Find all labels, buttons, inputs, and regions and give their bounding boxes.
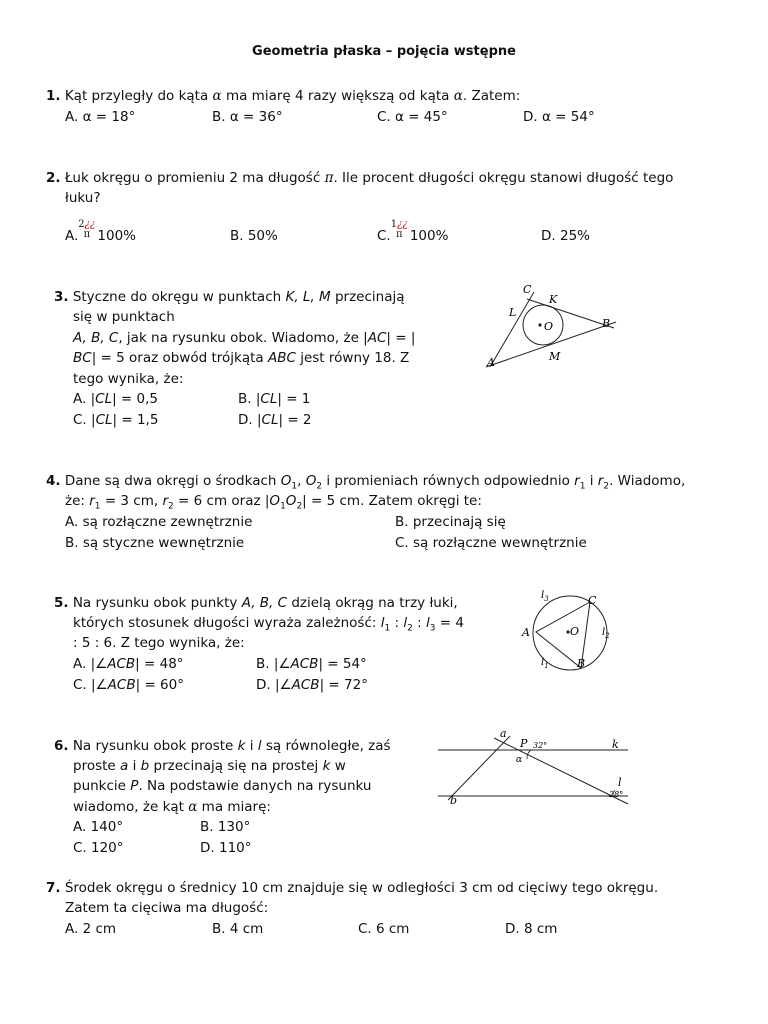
answer-option[interactable]: A. 140° — [73, 819, 124, 835]
label-B: B — [602, 317, 611, 330]
answer-option[interactable]: B. przecinają się — [395, 514, 506, 530]
question-number: 6. — [54, 738, 69, 754]
parallel-lines-figure — [436, 728, 632, 812]
question-text: : 5 : 6. Z tego wynika, że: — [73, 635, 245, 651]
question-text: A, B, C, jak na rysunku obok. Wiadomo, że |AC| = | — [73, 330, 416, 346]
fraction: 1¿¿ π — [390, 219, 408, 240]
answer-option[interactable]: B. α = 36° — [212, 109, 283, 125]
label-l: l — [618, 776, 622, 789]
answer-option[interactable]: D. α = 54° — [523, 109, 595, 125]
question-text: których stosunek długości wyraża zależność: $l_1$ : $l_2$ : $l_3 = 4$ — [73, 615, 464, 634]
question-3: 3. Styczne do okręgu w punktach K, L, M przecinają — [54, 289, 405, 305]
label-K: K — [549, 293, 558, 306]
answer-option[interactable]: A. |∠ACB| = 48° — [73, 656, 184, 672]
question-text: BC| = 5 oraz obwód trójkąta ABC jest równy 18. Z — [73, 350, 410, 366]
answer-option[interactable]: D. 25% — [541, 228, 590, 244]
label-k: k — [612, 738, 619, 751]
answer-option[interactable]: D. 8 cm — [505, 921, 558, 937]
angle-32: 32° — [533, 741, 548, 750]
inscribed-triangle-figure — [510, 585, 620, 677]
answer-option[interactable]: B. |CL| = 1 — [238, 391, 311, 407]
answer-option[interactable]: A.2¿¿ π 100% — [65, 219, 137, 244]
label-alpha: α — [516, 755, 523, 765]
question-2: 2. Łuk okręgu o promieniu 2 ma długość π. Ile procent długości okręgu stanowi długość tego — [46, 170, 674, 186]
answer-option[interactable]: B. 50% — [230, 228, 278, 244]
label-C: C — [523, 283, 532, 296]
answer-option[interactable]: B. 130° — [200, 819, 251, 835]
question-5: 5. Na rysunku obok punkty A, B, C dzielą okrąg na trzy łuki, — [54, 595, 458, 611]
page-title: Geometria płaska – pojęcia wstępne — [252, 44, 516, 59]
answer-option[interactable]: C. 120° — [73, 840, 124, 856]
question-number: 7. — [46, 880, 61, 896]
label-L: L — [509, 306, 517, 319]
question-number: 3. — [54, 289, 69, 305]
label-l2: $l_2$ — [602, 627, 610, 640]
answer-option[interactable]: A. są rozłączne zewnętrznie — [65, 514, 253, 530]
label-C: C — [588, 594, 597, 607]
answer-option[interactable]: A. 2 cm — [65, 921, 117, 937]
question-number: 4. — [46, 473, 61, 489]
label-A: A — [522, 626, 530, 639]
angle-28: 28° — [609, 790, 624, 799]
answer-option[interactable]: B. 4 cm — [212, 921, 264, 937]
label-b: b — [450, 794, 458, 807]
question-number: 2. — [46, 170, 61, 186]
question-text: łuku? — [65, 190, 101, 206]
label-A: A — [487, 356, 495, 369]
question-6: 6. Na rysunku obok proste k i l są równoległe, zaś — [54, 738, 391, 754]
question-text: tego wynika, że: — [73, 371, 184, 387]
answer-option[interactable]: C. 6 cm — [358, 921, 410, 937]
answer-option[interactable]: A. |CL| = 0,5 — [73, 391, 159, 407]
label-O: O — [544, 320, 554, 333]
answer-option[interactable]: D. |∠ACB| = 72° — [256, 677, 368, 693]
answer-option[interactable]: D. |CL| = 2 — [238, 412, 312, 428]
question-text: punkcie P. Na podstawie danych na rysunku — [73, 778, 372, 794]
label-l3: $l_3$ — [541, 590, 549, 603]
answer-option[interactable]: C. |CL| = 1,5 — [73, 412, 159, 428]
question-text: że: $r_1 = 3$ cm, $r_2 = 6$ cm oraz $|O_1O_2| = 5$ cm. Zatem okręgi te: — [65, 493, 482, 512]
answer-option[interactable]: B. |∠ACB| = 54° — [256, 656, 367, 672]
tangent-triangle-figure — [478, 280, 628, 372]
question-number: 5. — [54, 595, 69, 611]
answer-option[interactable]: D. 110° — [200, 840, 252, 856]
question-text: Zatem ta cięciwa ma długość: — [65, 900, 269, 916]
answer-option[interactable]: C. są rozłączne wewnętrznie — [395, 535, 587, 551]
question-7: 7. Środek okręgu o średnicy 10 cm znajduje się w odległości 3 cm od cięciwy tego okręgu. — [46, 880, 659, 896]
question-number: 1. — [46, 88, 61, 104]
question-4: 4. Dane są dwa okręgi o środkach $O_1$, $O_2$ i promieniach równych odpowiednio $r_1$ i $r_2$. Wiadomo, — [46, 473, 686, 492]
label-O: O — [570, 625, 580, 638]
label-l1: $l_1$ — [541, 657, 549, 670]
fraction: 2¿¿ π — [78, 219, 96, 240]
label-M: M — [549, 350, 561, 363]
label-P: P — [520, 737, 528, 750]
label-a: a — [500, 728, 507, 740]
answer-option[interactable]: C.1¿¿ π 100% — [377, 219, 449, 244]
question-1: 1. Kąt przyległy do kąta α ma miarę 4 razy większą od kąta α. Zatem: — [46, 88, 521, 104]
answer-option[interactable]: C. |∠ACB| = 60° — [73, 677, 184, 693]
question-text: się w punktach — [73, 309, 175, 325]
label-B: B — [577, 657, 586, 670]
answer-option[interactable]: A. α = 18° — [65, 109, 136, 125]
question-text: proste a i b przecinają się na prostej k w — [73, 758, 346, 774]
answer-option[interactable]: C. α = 45° — [377, 109, 448, 125]
answer-option[interactable]: B. są styczne wewnętrznie — [65, 535, 245, 551]
question-text: wiadomo, że kąt α ma miarę: — [73, 799, 271, 815]
